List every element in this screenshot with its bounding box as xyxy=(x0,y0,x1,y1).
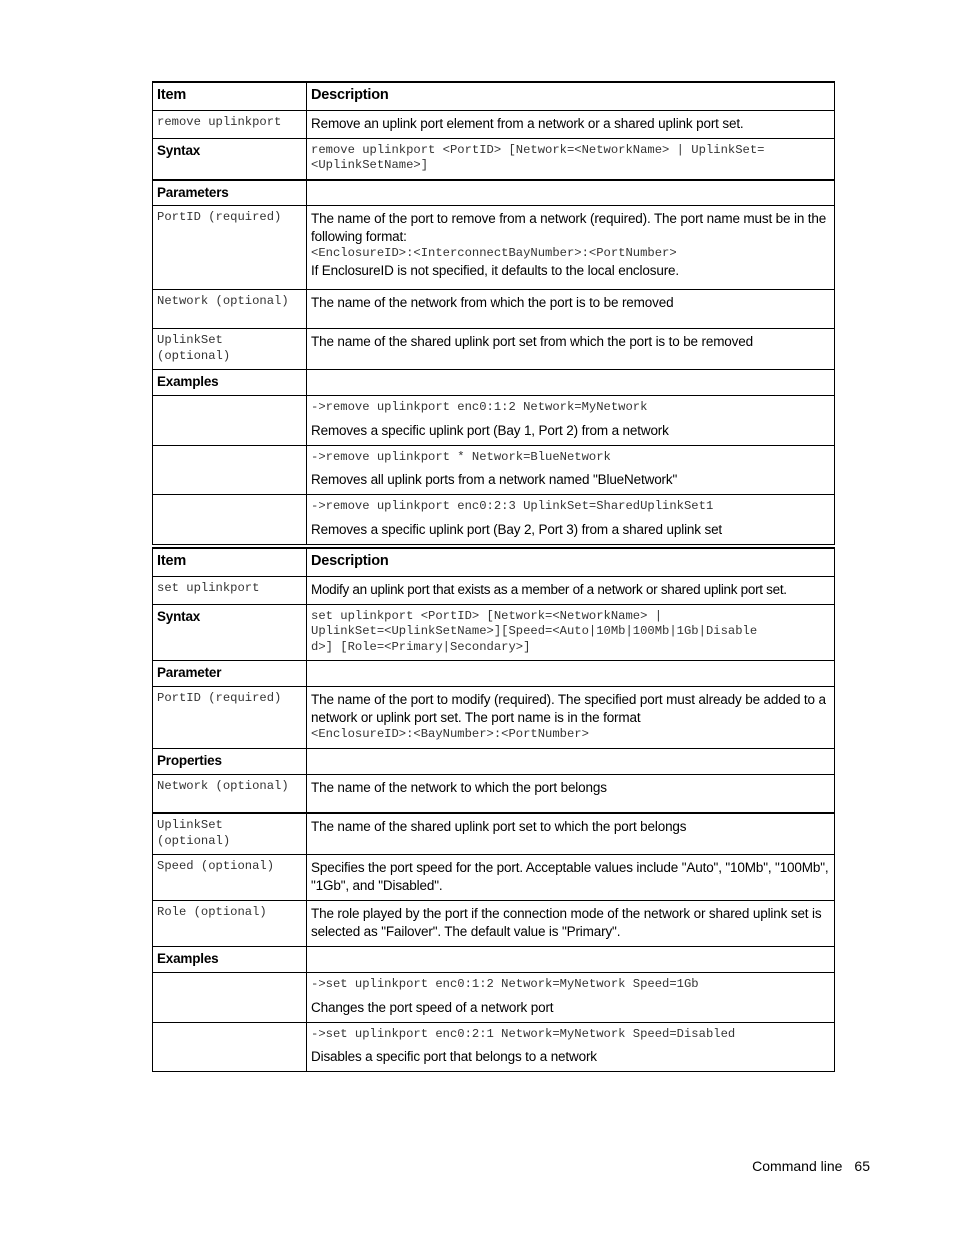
syntax-cell xyxy=(307,604,835,661)
command-name: remove uplinkport xyxy=(153,110,307,138)
footer-section-title: Command line xyxy=(752,1158,843,1174)
property-name: Role (optional) xyxy=(153,901,307,947)
section-row xyxy=(153,748,835,774)
syntax-label: Syntax xyxy=(153,604,307,661)
parameter-description: The name of the shared uplink port set from which the port is to be removed xyxy=(307,329,835,370)
syntax-row xyxy=(153,604,835,661)
example-cell xyxy=(307,396,835,446)
header-description: Description xyxy=(307,82,835,110)
command-row xyxy=(153,576,835,604)
example-row xyxy=(153,1022,835,1072)
parameter-description: The name of the network from which the port is to be removed xyxy=(307,290,835,329)
example-code: ->remove uplinkport enc0:2:3 UplinkSet=SharedUplinkSet1 xyxy=(311,499,714,513)
section-row xyxy=(153,370,835,396)
empty-cell xyxy=(307,748,835,774)
page-footer xyxy=(752,1158,870,1174)
example-cell xyxy=(307,495,835,545)
example-code: ->remove uplinkport * Network=BlueNetwork xyxy=(311,449,611,464)
parameters-label: Parameters xyxy=(153,180,307,206)
syntax-code-line: UplinkSet=<UplinkSetName>][Speed=<Auto|10Mb|100Mb|1Gb|Disable xyxy=(311,624,758,638)
example-cell xyxy=(307,1022,835,1072)
parameter-name: UplinkSet (optional) xyxy=(153,329,307,370)
remove-uplinkport-table xyxy=(152,81,835,545)
section-row xyxy=(153,661,835,687)
parameter-format-code: <EnclosureID>:<BayNumber>:<PortNumber> xyxy=(311,727,589,741)
set-uplinkport-table xyxy=(152,547,835,1072)
example-cell xyxy=(307,973,835,1023)
section-row xyxy=(153,180,835,206)
page-number: 65 xyxy=(854,1158,870,1174)
command-description: Remove an uplink port element from a network or a shared uplink port set. xyxy=(307,110,835,138)
parameter-note: If EnclosureID is not specified, it defaults to the local enclosure. xyxy=(311,262,679,278)
empty-cell xyxy=(153,396,307,446)
parameter-row xyxy=(153,290,835,329)
parameter-name: Network (optional) xyxy=(153,290,307,329)
example-row xyxy=(153,495,835,545)
empty-cell xyxy=(153,495,307,545)
parameter-format-code: <EnclosureID>:<InterconnectBayNumber>:<PortNumber> xyxy=(311,246,677,260)
example-description: Changes the port speed of a network port xyxy=(311,999,554,1015)
example-cell xyxy=(307,445,835,495)
example-code: ->remove uplinkport enc0:1:2 Network=MyNetwork xyxy=(311,400,648,414)
parameter-description-cell xyxy=(307,687,835,749)
syntax-code-line: d>] [Role=<Primary|Secondary>] xyxy=(311,639,531,654)
example-description: Removes all uplink ports from a network named "BlueNetwork" xyxy=(311,472,678,487)
empty-cell xyxy=(307,947,835,973)
header-item: Item xyxy=(153,548,307,576)
parameter-row xyxy=(153,329,835,370)
example-code: ->set uplinkport enc0:2:1 Network=MyNetwork Speed=Disabled xyxy=(311,1026,736,1041)
properties-label: Properties xyxy=(153,748,307,774)
parameter-label: Parameter xyxy=(153,661,307,687)
example-description: Removes a specific uplink port (Bay 2, Port 3) from a shared uplink set xyxy=(311,521,723,537)
example-description: Removes a specific uplink port (Bay 1, Port 2) from a network xyxy=(311,422,669,438)
property-name: Network (optional) xyxy=(153,774,307,813)
examples-label: Examples xyxy=(153,370,307,396)
example-row xyxy=(153,445,835,495)
parameter-name: PortID (required) xyxy=(153,206,307,290)
parameter-description-cell xyxy=(307,206,835,290)
example-code: ->set uplinkport enc0:1:2 Network=MyNetwork Speed=1Gb xyxy=(311,977,699,991)
header-description: Description xyxy=(307,548,835,576)
parameter-row xyxy=(153,687,835,749)
empty-cell xyxy=(307,661,835,687)
command-name: set uplinkport xyxy=(153,576,307,604)
property-row xyxy=(153,774,835,813)
property-description: The role played by the port if the connection mode of the network or shared uplink set is selected as "Failover". The default value is "Primary". xyxy=(307,901,835,947)
property-row xyxy=(153,901,835,947)
syntax-row xyxy=(153,138,835,180)
table-header-row xyxy=(153,548,835,576)
property-name: Speed (optional) xyxy=(153,855,307,901)
property-description: The name of the network to which the port belongs xyxy=(307,774,835,813)
table-header-row xyxy=(153,82,835,110)
parameter-description: The name of the port to modify (required). The specified port must already be added to a network or uplink port set. The port name is in the format xyxy=(311,692,826,725)
parameter-row xyxy=(153,206,835,290)
empty-cell xyxy=(153,973,307,1023)
syntax-code: remove uplinkport <PortID> [Network=<NetworkName> | UplinkSet=<UplinkSetName>] xyxy=(307,138,835,180)
empty-cell xyxy=(153,445,307,495)
property-row xyxy=(153,813,835,855)
property-row xyxy=(153,855,835,901)
parameter-name: PortID (required) xyxy=(153,687,307,749)
parameter-description: The name of the port to remove from a network (required). The port name must be in the following format: xyxy=(311,211,827,244)
empty-cell xyxy=(307,180,835,206)
empty-cell xyxy=(153,1022,307,1072)
command-row xyxy=(153,110,835,138)
syntax-code-line: set uplinkport <PortID> [Network=<NetworkName> | xyxy=(311,608,663,623)
header-item: Item xyxy=(153,82,307,110)
property-description: Specifies the port speed for the port. Acceptable values include "Auto", "10Mb", "100Mb", "1Gb", and "Disabled". xyxy=(307,855,835,901)
example-row xyxy=(153,396,835,446)
example-description: Disables a specific port that belongs to a network xyxy=(311,1049,597,1064)
property-name: UplinkSet (optional) xyxy=(153,813,307,855)
property-description: The name of the shared uplink port set to which the port belongs xyxy=(307,813,835,855)
section-row xyxy=(153,947,835,973)
examples-label: Examples xyxy=(153,947,307,973)
command-description: Modify an uplink port that exists as a member of a network or shared uplink port set. xyxy=(307,576,835,604)
empty-cell xyxy=(307,370,835,396)
syntax-label: Syntax xyxy=(153,138,307,180)
example-row xyxy=(153,973,835,1023)
